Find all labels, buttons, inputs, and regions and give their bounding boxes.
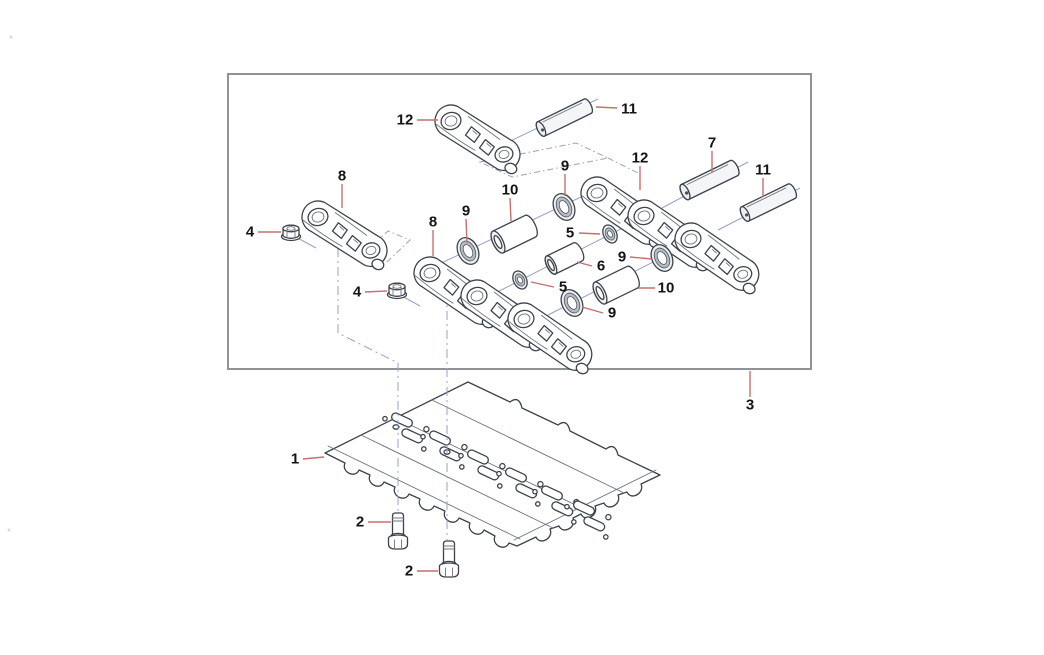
seal-ring — [549, 190, 579, 224]
callout-master-link: 12 — [631, 149, 649, 167]
callout-track-pin: 11 — [621, 100, 637, 118]
leader-line-lock-nut — [365, 291, 387, 292]
scan-speck — [8, 529, 11, 532]
callout-seal-ring: 9 — [560, 157, 570, 175]
leader-line-seal-ring — [630, 257, 652, 259]
track-link-left — [293, 196, 397, 273]
leader-line-track-pin — [596, 107, 617, 108]
bushing-short — [543, 241, 586, 276]
leader-line-seal-ring — [582, 307, 603, 313]
callout-seal-ring: 9 — [617, 248, 627, 266]
master-link-top — [426, 100, 530, 177]
seal-ring — [453, 234, 483, 268]
callout-track-link: 8 — [428, 213, 438, 231]
callout-seal-ring: 9 — [461, 202, 471, 220]
callout-lock-nut: 4 — [352, 283, 362, 301]
callout-track-pin: 11 — [755, 161, 771, 179]
callout-pin-bushing: 10 — [501, 181, 519, 199]
callout-track-pin: 7 — [707, 134, 717, 152]
scan-speck — [10, 36, 13, 39]
leader-line-seal-ring-small — [531, 282, 554, 287]
lock-nut-left — [282, 225, 301, 240]
leader-line-pin-bushing — [510, 198, 511, 221]
leader-line-seal-ring-small — [579, 233, 600, 234]
callout-track-shoe-plate: 1 — [290, 450, 300, 468]
callout-seal-ring-small: 5 — [558, 278, 568, 296]
callout-seal-ring-small: 5 — [565, 224, 575, 242]
callout-bushing-short: 6 — [596, 257, 606, 275]
track-bolt — [440, 541, 459, 577]
leader-line-seal-ring — [466, 219, 467, 243]
callout-track-link: 8 — [337, 167, 347, 185]
leader-line-track-shoe-plate — [303, 457, 324, 459]
track-pin-top — [534, 97, 594, 137]
callout-lock-nut: 4 — [245, 223, 255, 241]
pin-bushing — [488, 213, 540, 255]
callout-track-bolt: 2 — [355, 513, 365, 531]
track-pin — [678, 159, 741, 201]
track-link-strand-right — [572, 172, 770, 297]
track-pin — [738, 182, 798, 222]
track-bolt — [389, 513, 408, 549]
lock-nut-mid — [388, 283, 407, 298]
leader-line-bushing-short — [577, 262, 592, 266]
callout-link-group-frame: 3 — [745, 396, 755, 414]
callout-seal-ring: 9 — [607, 304, 617, 322]
callout-master-link: 12 — [396, 111, 414, 129]
callout-pin-bushing: 10 — [657, 279, 675, 297]
seal-ring-small — [510, 269, 530, 292]
callout-track-bolt: 2 — [404, 562, 414, 580]
